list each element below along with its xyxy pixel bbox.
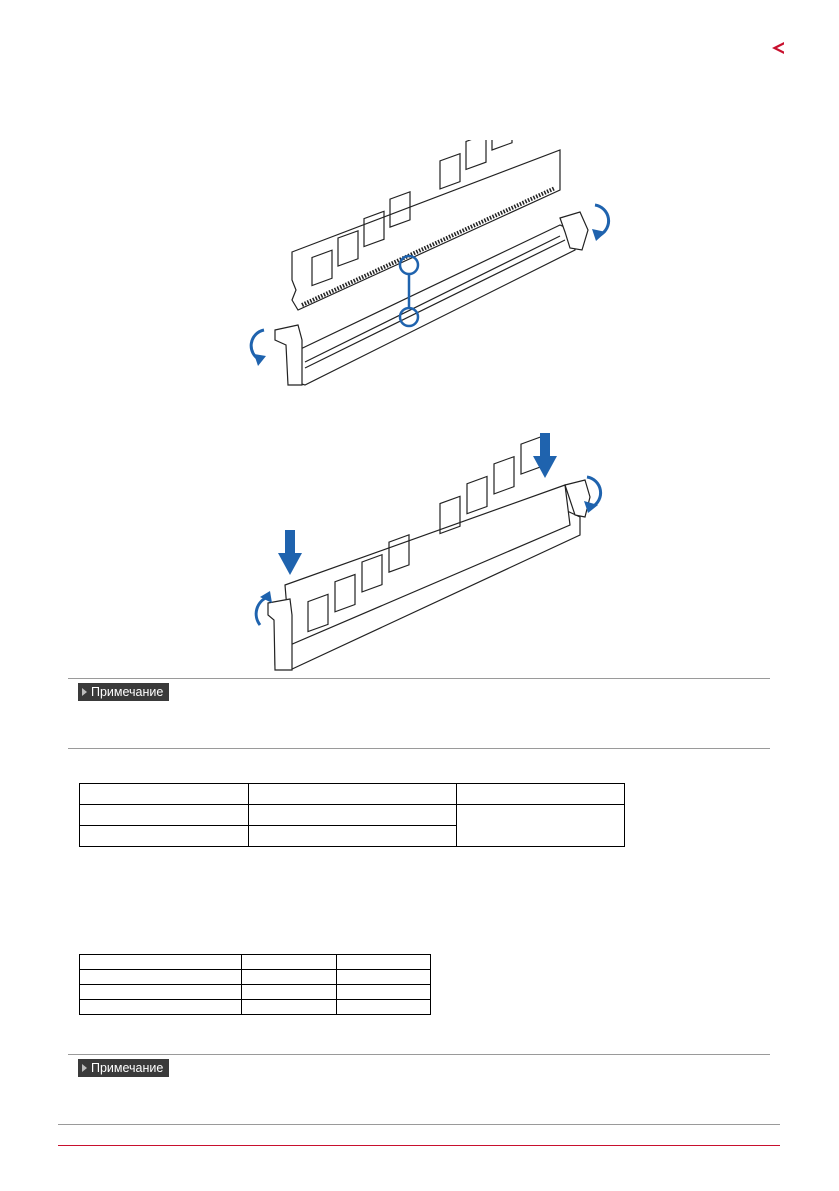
table-cell: [249, 784, 457, 805]
rotate-arrow-icon: [251, 330, 266, 366]
table-cell: [242, 1000, 337, 1015]
triangle-icon: [82, 688, 87, 696]
note-label: Примечание: [91, 685, 164, 699]
left-latch: [268, 599, 292, 670]
table-cell: [242, 985, 337, 1000]
table-cell: [242, 955, 337, 970]
table-cell: [457, 805, 625, 847]
table-cell: [249, 805, 457, 826]
table-row: [80, 955, 431, 970]
chevron-left-icon: [771, 40, 785, 56]
memory-module: [292, 150, 560, 310]
table-cell: [242, 970, 337, 985]
table-1: [79, 783, 625, 847]
table-cell: [80, 805, 249, 826]
table-cell: [337, 985, 431, 1000]
note-badge: [78, 683, 169, 701]
table-cell: [337, 1000, 431, 1015]
down-arrow-icon: [278, 530, 302, 575]
note-label: Примечание: [91, 1061, 164, 1075]
table-cell: [337, 955, 431, 970]
note-rule-top: [68, 1054, 770, 1055]
dimm-alignment-illustration: [220, 140, 620, 395]
note-rule-bottom: [68, 748, 770, 749]
note-badge: [78, 1059, 169, 1077]
triangle-icon: [82, 1064, 87, 1072]
down-arrow-icon: [533, 433, 557, 478]
table-cell: [80, 1000, 242, 1015]
footer-accent-rule: [58, 1145, 780, 1146]
rotate-arrow-icon: [592, 205, 609, 241]
table-cell: [249, 826, 457, 847]
left-latch: [275, 325, 302, 385]
footer-rule: [58, 1124, 780, 1125]
table-cell: [457, 784, 625, 805]
table-row: [80, 985, 431, 1000]
dimm-insertion-illustration: [230, 425, 620, 675]
table-cell: [80, 784, 249, 805]
note-rule-top: [68, 678, 770, 679]
table-cell: [80, 955, 242, 970]
table-cell: [80, 826, 249, 847]
table-cell: [337, 970, 431, 985]
table-cell: [80, 985, 242, 1000]
table-2: [79, 954, 431, 1015]
table-cell: [80, 970, 242, 985]
table-row: [80, 970, 431, 985]
table-row: [80, 805, 625, 826]
table-row: [80, 784, 625, 805]
table-row: [80, 1000, 431, 1015]
